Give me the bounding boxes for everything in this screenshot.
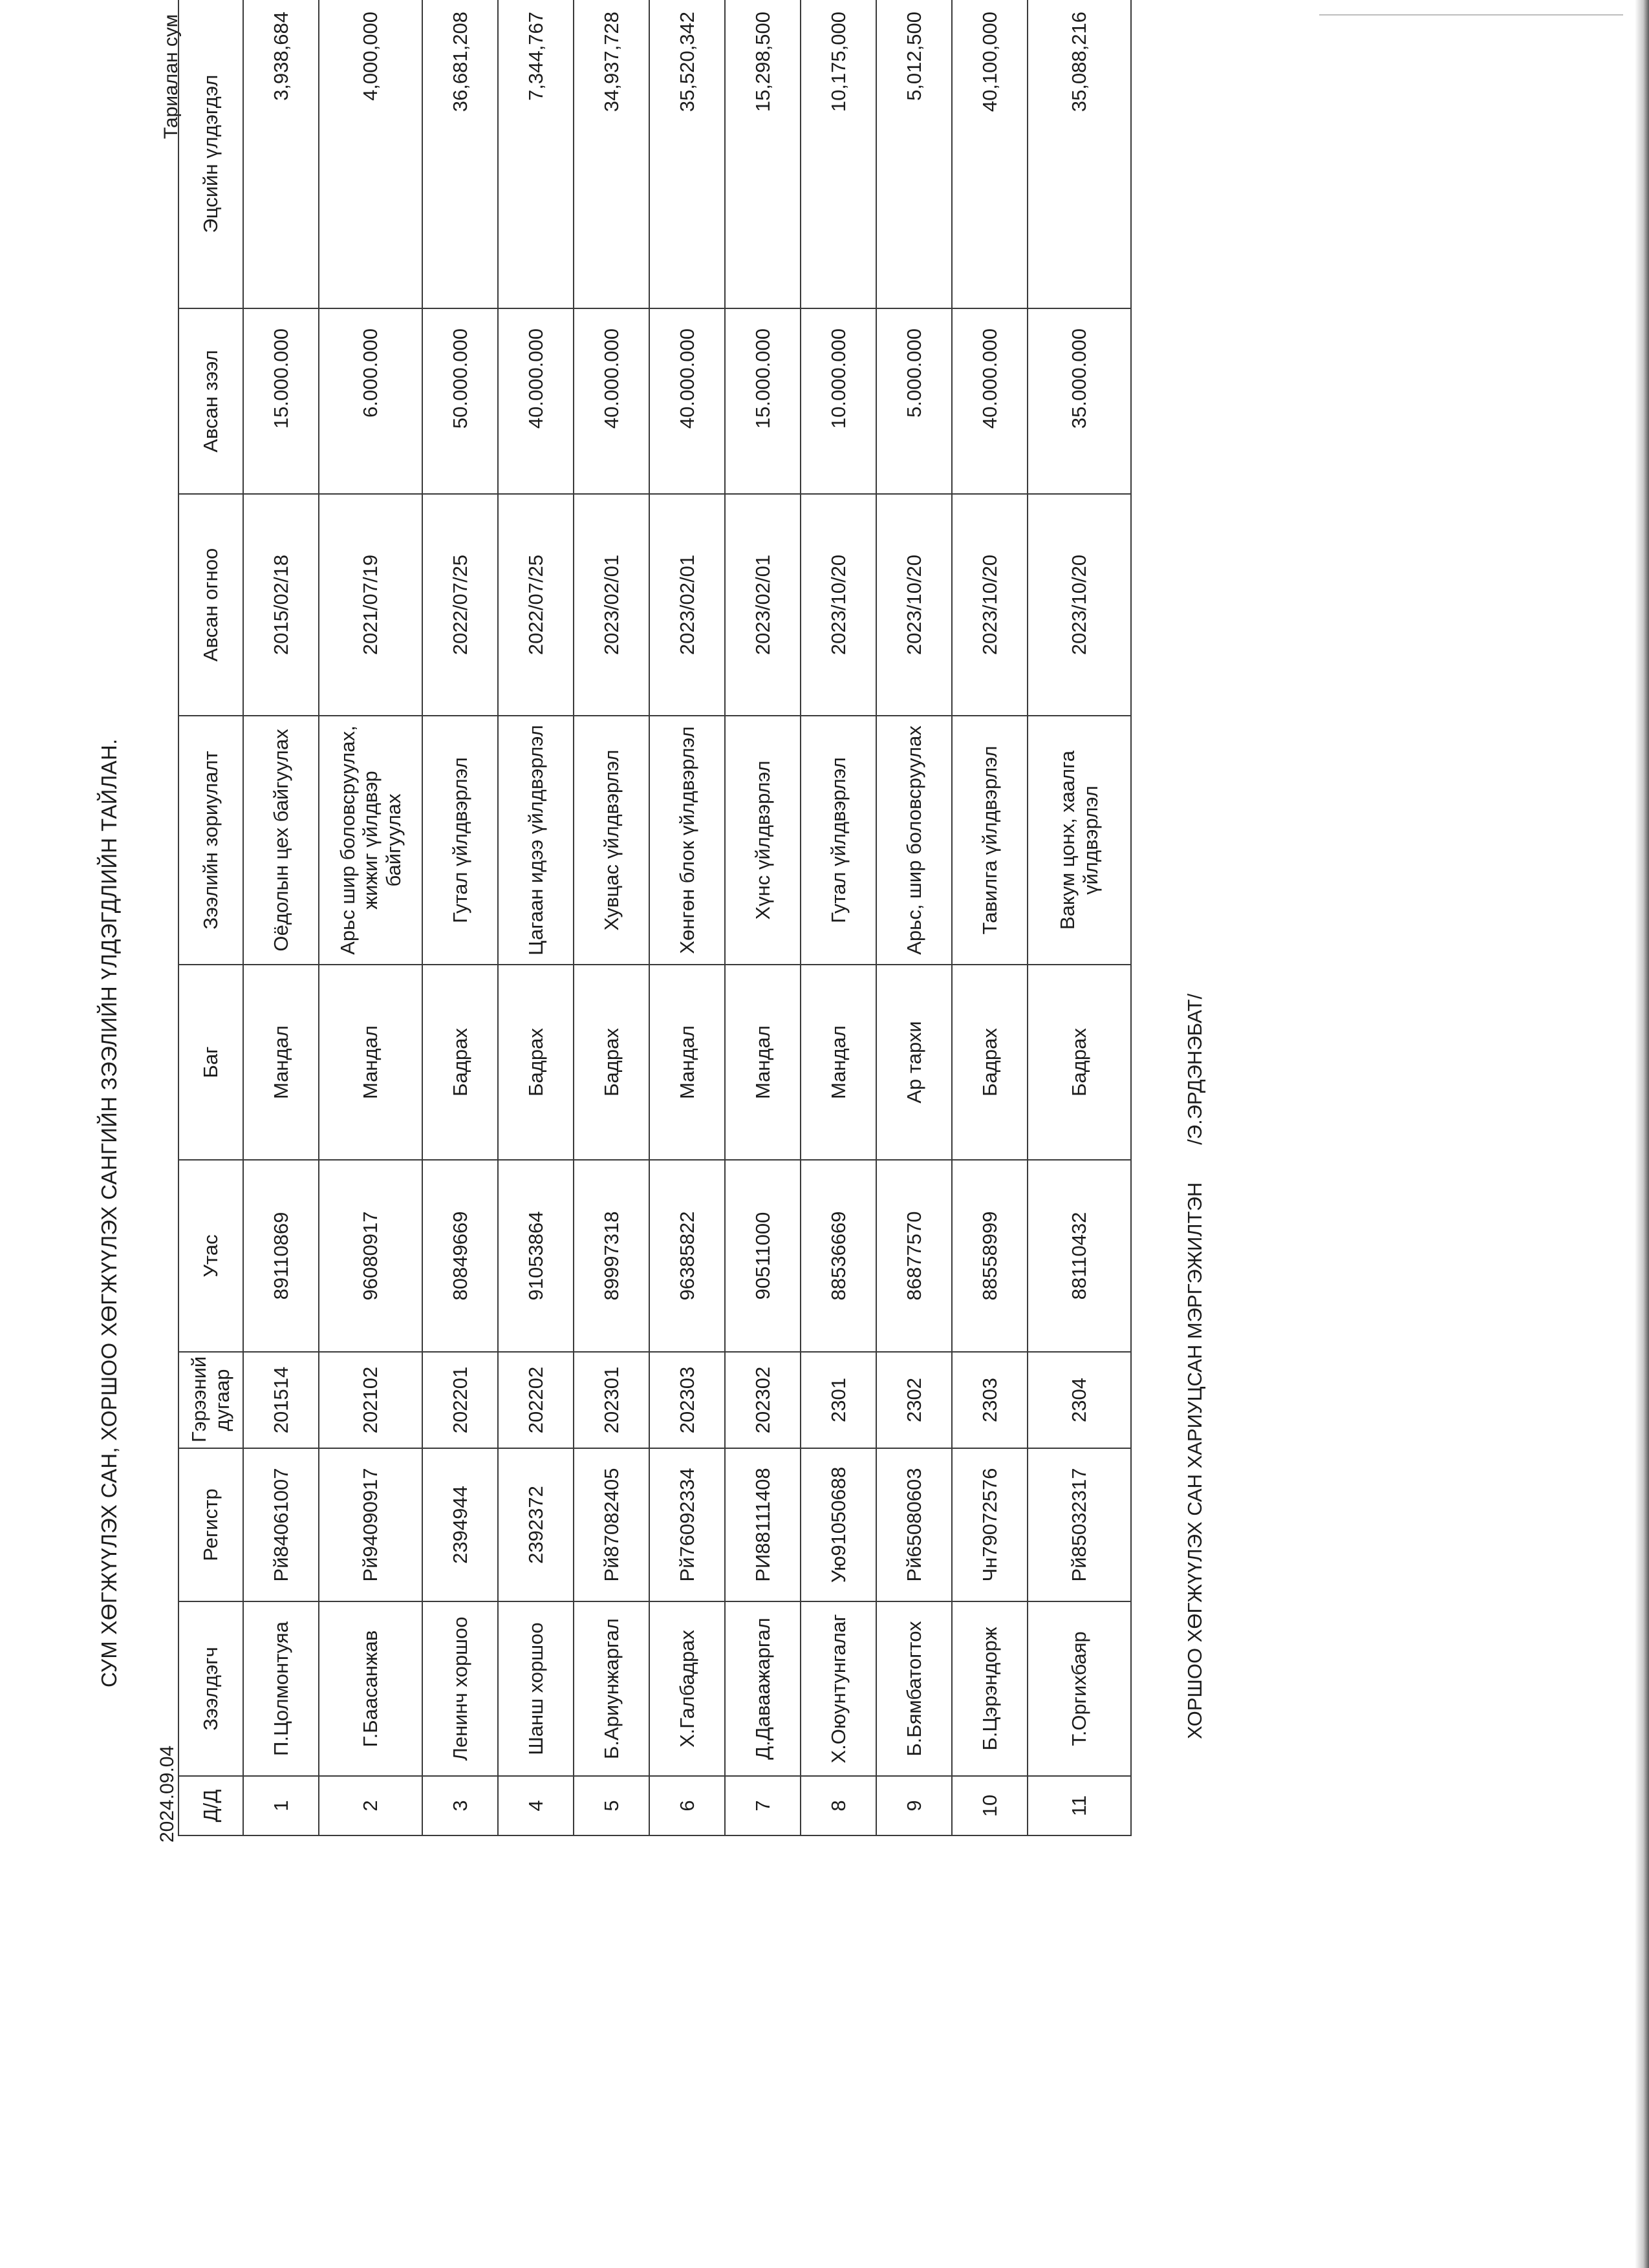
cell-contract-no: 2303 xyxy=(952,1352,1028,1448)
signature-name: /Э.ЭРДЭНЭБАТ/ xyxy=(1183,993,1206,1145)
cell-register: РИ88111408 xyxy=(725,1448,801,1601)
cell-contract-no: 202302 xyxy=(725,1352,801,1448)
sum-label: Тариалан сум xyxy=(160,14,182,139)
cell-borrower: Г.Баасанжав xyxy=(319,1601,422,1776)
cell-dd: 1 xyxy=(243,1776,319,1835)
cell-date-taken: 2022/07/25 xyxy=(422,494,498,716)
table-row xyxy=(876,0,952,1835)
table-body xyxy=(243,0,1131,1835)
cell-phone: 88110432 xyxy=(1028,1160,1131,1352)
cell-phone: 80849669 xyxy=(422,1160,498,1352)
cell-purpose: Тавилга үйлдвэрлэл xyxy=(952,716,1028,965)
cell-final-balance: 40,100,000 xyxy=(952,0,1028,308)
cell-phone: 90511000 xyxy=(725,1160,801,1352)
cell-dd: 5 xyxy=(574,1776,649,1835)
cell-purpose: Цагаан идээ үйлдвэрлэл xyxy=(498,716,574,965)
table-row xyxy=(243,0,319,1835)
cell-dd: 8 xyxy=(801,1776,876,1835)
cell-loan-taken: 40.000.000 xyxy=(574,308,649,494)
cell-phone: 88536669 xyxy=(801,1160,876,1352)
cell-bag: Ар тархи xyxy=(876,965,952,1160)
cell-final-balance: 35,088,216 xyxy=(1028,0,1131,308)
cell-final-balance: 10,175,000 xyxy=(801,0,876,308)
cell-register: Рй85032317 xyxy=(1028,1448,1131,1601)
table-row xyxy=(1028,0,1131,1835)
cell-dd: 3 xyxy=(422,1776,498,1835)
table-row xyxy=(498,0,574,1835)
cell-contract-no: 2304 xyxy=(1028,1352,1131,1448)
cell-loan-taken: 40.000.000 xyxy=(952,308,1028,494)
signature-line xyxy=(1183,994,1207,1739)
cell-register: 2392372 xyxy=(498,1448,574,1601)
cell-purpose: Арьс, шир боловсруулах xyxy=(876,716,952,965)
cell-phone: 89110869 xyxy=(243,1160,319,1352)
cell-loan-taken: 15.000.000 xyxy=(725,308,801,494)
cell-purpose: Хувцас үйлдвэрлэл xyxy=(574,716,649,965)
cell-register: Ую91050688 xyxy=(801,1448,876,1601)
cell-register: Чн79072576 xyxy=(952,1448,1028,1601)
header-contract-no: Гэрээний дугаар xyxy=(178,1352,243,1448)
cell-purpose: Хүнс үйлдвэрлэл xyxy=(725,716,801,965)
table-header-row xyxy=(178,0,243,1835)
cell-bag: Мандал xyxy=(243,965,319,1160)
report-title: СУМ ХӨГЖҮҮЛЭХ САН, ХОРШОО ХӨГЖҮҮЛЭХ САНГИЙН ЗЭЭЛИЙН ҮЛДЭГДЛИЙН ТАЙЛАН. xyxy=(97,738,121,1687)
table-row xyxy=(649,0,725,1835)
cell-final-balance: 3,938,684 xyxy=(243,0,319,308)
cell-borrower: Х.Оюунтунгалаг xyxy=(801,1601,876,1776)
cell-register: Рй76092334 xyxy=(649,1448,725,1601)
cell-purpose: Гутал үйлдвэрлэл xyxy=(801,716,876,965)
header-borrower: Зээлдэгч xyxy=(178,1601,243,1776)
cell-borrower: Б.Бямбатогтох xyxy=(876,1601,952,1776)
cell-dd: 7 xyxy=(725,1776,801,1835)
cell-bag: Мандал xyxy=(725,965,801,1160)
cell-loan-taken: 6.000.000 xyxy=(319,308,422,494)
cell-contract-no: 201514 xyxy=(243,1352,319,1448)
cell-bag: Мандал xyxy=(801,965,876,1160)
cell-register: Рй84061007 xyxy=(243,1448,319,1601)
cell-borrower: Ленинч хоршоо xyxy=(422,1601,498,1776)
header-purpose: Зээлийн зориулалт xyxy=(178,716,243,965)
header-register: Регистр xyxy=(178,1448,243,1601)
cell-bag: Бадрах xyxy=(952,965,1028,1160)
cell-purpose: Вакум цонх, хаалга үйлдвэрлэл xyxy=(1028,716,1131,965)
loan-balance-table xyxy=(178,0,1132,1836)
cell-bag: Мандал xyxy=(319,965,422,1160)
cell-dd: 10 xyxy=(952,1776,1028,1835)
cell-phone: 89997318 xyxy=(574,1160,649,1352)
cell-loan-taken: 10.000.000 xyxy=(801,308,876,494)
table-row xyxy=(319,0,422,1835)
header-phone: Утас xyxy=(178,1160,243,1352)
cell-date-taken: 2023/02/01 xyxy=(574,494,649,716)
cell-date-taken: 2023/10/20 xyxy=(952,494,1028,716)
table-row xyxy=(422,0,498,1835)
cell-date-taken: 2015/02/18 xyxy=(243,494,319,716)
cell-borrower: П.Цолмонтуяа xyxy=(243,1601,319,1776)
cell-bag: Бадрах xyxy=(498,965,574,1160)
cell-final-balance: 35,520,342 xyxy=(649,0,725,308)
cell-borrower: Т.Оргихбаяр xyxy=(1028,1601,1131,1776)
cell-contract-no: 202301 xyxy=(574,1352,649,1448)
cell-phone: 96385822 xyxy=(649,1160,725,1352)
cell-dd: 2 xyxy=(319,1776,422,1835)
cell-purpose: Арьс шир боловсруулах, жижиг үйлдвэр байгуулах xyxy=(319,716,422,965)
cell-phone: 96080917 xyxy=(319,1160,422,1352)
cell-bag: Бадрах xyxy=(574,965,649,1160)
cell-loan-taken: 50.000.000 xyxy=(422,308,498,494)
cell-final-balance: 15,298,500 xyxy=(725,0,801,308)
cell-loan-taken: 15.000.000 xyxy=(243,308,319,494)
cell-date-taken: 2023/02/01 xyxy=(649,494,725,716)
cell-purpose: Хөнгөн блок үйлдвэрлэл xyxy=(649,716,725,965)
cell-phone: 91053864 xyxy=(498,1160,574,1352)
cell-borrower: Б.Ариунжаргал xyxy=(574,1601,649,1776)
table-row xyxy=(725,0,801,1835)
header-bag: Баг xyxy=(178,965,243,1160)
report-date: 2024.09.04 xyxy=(156,1745,178,1843)
cell-register: Рй65080603 xyxy=(876,1448,952,1601)
cell-loan-taken: 5.000.000 xyxy=(876,308,952,494)
cell-contract-no: 202202 xyxy=(498,1352,574,1448)
cell-date-taken: 2023/10/20 xyxy=(1028,494,1131,716)
table-row xyxy=(801,0,876,1835)
cell-contract-no: 202303 xyxy=(649,1352,725,1448)
cell-loan-taken: 40.000.000 xyxy=(649,308,725,494)
signature-role: ХОРШОО ХӨГЖҮҮЛЭХ САН ХАРИУЦСАН МЭРГЭЖИЛТЭН xyxy=(1183,1182,1206,1739)
cell-bag: Бадрах xyxy=(422,965,498,1160)
cell-date-taken: 2022/07/25 xyxy=(498,494,574,716)
cell-date-taken: 2023/10/20 xyxy=(876,494,952,716)
cell-register: Рй94090917 xyxy=(319,1448,422,1601)
cell-register: 2394944 xyxy=(422,1448,498,1601)
cell-borrower: Х.Галбадрах xyxy=(649,1601,725,1776)
cell-register: Рй87082405 xyxy=(574,1448,649,1601)
cell-final-balance: 5,012,500 xyxy=(876,0,952,308)
cell-phone: 86877570 xyxy=(876,1160,952,1352)
cell-dd: 4 xyxy=(498,1776,574,1835)
cell-dd: 9 xyxy=(876,1776,952,1835)
header-date-taken: Авсан огноо xyxy=(178,494,243,716)
cell-borrower: Б.Цэрэндорж xyxy=(952,1601,1028,1776)
cell-date-taken: 2021/07/19 xyxy=(319,494,422,716)
cell-final-balance: 34,937,728 xyxy=(574,0,649,308)
header-final-balance: Эцсийн үлдэгдэл xyxy=(178,0,243,308)
cell-date-taken: 2023/10/20 xyxy=(801,494,876,716)
cell-date-taken: 2023/02/01 xyxy=(725,494,801,716)
cell-loan-taken: 35.000.000 xyxy=(1028,308,1131,494)
cell-contract-no: 2302 xyxy=(876,1352,952,1448)
header-dd: Д/Д xyxy=(178,1776,243,1835)
cell-final-balance: 4,000,000 xyxy=(319,0,422,308)
table-row xyxy=(952,0,1028,1835)
cell-purpose: Гутал үйлдвэрлэл xyxy=(422,716,498,965)
cell-bag: Мандал xyxy=(649,965,725,1160)
cell-borrower: Шанш хоршоо xyxy=(498,1601,574,1776)
cell-bag: Бадрах xyxy=(1028,965,1131,1160)
cell-final-balance: 36,681,208 xyxy=(422,0,498,308)
cell-phone: 88558999 xyxy=(952,1160,1028,1352)
cell-contract-no: 202102 xyxy=(319,1352,422,1448)
cell-final-balance: 7,344,767 xyxy=(498,0,574,308)
cell-borrower: Д.Даваажаргал xyxy=(725,1601,801,1776)
header-loan-taken: Авсан зээл xyxy=(178,308,243,494)
cell-dd: 11 xyxy=(1028,1776,1131,1835)
cell-contract-no: 202201 xyxy=(422,1352,498,1448)
cell-purpose: Оёдолын цех байгуулах xyxy=(243,716,319,965)
table-row xyxy=(574,0,649,1835)
cell-contract-no: 2301 xyxy=(801,1352,876,1448)
cell-dd: 6 xyxy=(649,1776,725,1835)
cell-loan-taken: 40.000.000 xyxy=(498,308,574,494)
